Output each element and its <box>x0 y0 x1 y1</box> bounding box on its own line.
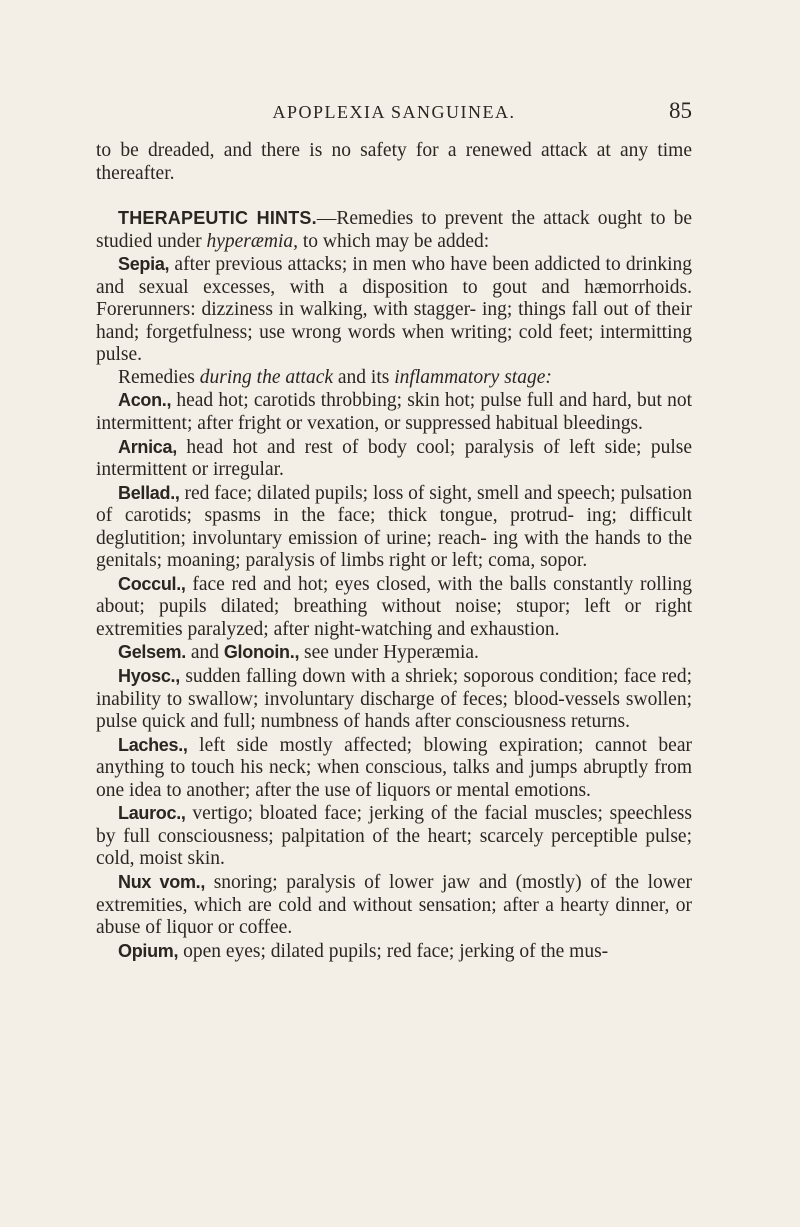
remedy-description: vertigo; bloated face; jerking of the facial muscles; speechless by full consciousness; palpitation of the heart; scarcely perceptible pulse; cold, moist skin. <box>96 803 692 870</box>
running-head <box>96 96 692 126</box>
remedy-description: face red and hot; eyes closed, with the balls constantly rolling about; pupils dilated; breathing without noise; stupor; left or right extremities paralyzed; after night-watching and exhaustion. <box>96 573 692 640</box>
remedy-name: Nux vom., <box>118 871 206 892</box>
paragraph-text: Remedies <box>118 366 200 388</box>
remedy-entry-arnica <box>96 436 692 482</box>
remedy-name: Gelsem. <box>118 642 186 663</box>
paragraph-continuation: to be dreaded, and there is no safety for a renewed attack at any time thereafter. <box>96 140 692 184</box>
section-heading: THERAPEUTIC HINTS. <box>118 208 317 229</box>
remedy-description: head hot and rest of body cool; paralysis of left side; pulse intermittent or irregular. <box>96 436 692 481</box>
remedy-name: Hyosc., <box>118 666 180 687</box>
paragraph-text: to which may be added: <box>298 230 490 252</box>
remedy-name: Sepia, <box>118 254 170 275</box>
emphasis-text: hyperæmia, <box>206 230 299 252</box>
remedy-description: left side mostly affected; blowing expiration; cannot bear anything to touch his neck; when conscious, talks and jumps abruptly from one idea to another; after the use of liquors or mental emotions. <box>96 734 692 801</box>
paragraph-therapeutic-hints <box>96 207 692 253</box>
paragraph-remedies-during-attack <box>96 367 692 390</box>
body-text <box>96 140 692 963</box>
remedy-name: Acon., <box>118 390 172 411</box>
remedy-entry-acon <box>96 389 692 435</box>
emphasis-text: during the attack <box>199 366 334 388</box>
remedy-description: red face; dilated pupils; loss of sight, smell and speech; pulsation of carotids; spasms in the face; thick tongue, protrud- ing; difficult deglutition; involuntary emission of urine; reach- ing with the hands to the genitals; moaning; paralysis of limbs right or left; coma, sopor. <box>96 482 692 572</box>
remedy-name: Opium, <box>118 940 179 961</box>
paragraph-text: —Remedies to prevent the attack ought to be studied under <box>96 208 692 252</box>
remedy-description: after previous attacks; in men who have been addicted to drinking and sexual excesses, with a disposition to gout and hæmorrhoids. Forerunners: dizziness in walking, with stagger- ing; things fall out of their hand; forgetfulness; use wrong words when writing; cold feet; intermitting pulse. <box>96 254 692 366</box>
paragraph-text: and <box>185 642 224 664</box>
remedy-entry-opium <box>96 940 692 964</box>
paragraph-text: and its <box>333 366 395 388</box>
remedy-name: Laches., <box>118 734 188 755</box>
remedy-description: open eyes; dilated pupils; red face; jerking of the mus- <box>178 940 609 962</box>
remedy-entry-gelsem-glonoin <box>96 641 692 665</box>
running-title: APOPLEXIA SANGUINEA. <box>272 102 516 122</box>
remedy-description: sudden falling down with a shriek; soporous condition; face red; inability to swallow; involuntary discharge of feces; blood-vessels swollen; pulse quick and full; numbness of hands after consciousness returns. <box>96 666 692 733</box>
remedy-description: head hot; carotids throbbing; skin hot; pulse full and hard, but not intermittent; after fright or vexation, or suppressed habitual bleedings. <box>96 390 692 435</box>
remedy-name: Bellad., <box>118 482 180 503</box>
remedy-description: see under Hyperæmia. <box>299 642 479 664</box>
remedy-name: Glonoin., <box>223 642 300 663</box>
remedy-entry-hyosc <box>96 665 692 734</box>
page-number: 85 <box>669 98 692 123</box>
remedy-entry-lauroc <box>96 802 692 871</box>
remedy-entry-nux-vom <box>96 871 692 940</box>
remedy-entry-laches <box>96 734 692 803</box>
remedy-name: Lauroc., <box>118 803 186 824</box>
remedy-entry-coccul <box>96 573 692 642</box>
remedy-description: snoring; paralysis of lower jaw and (mostly) of the lower extremities, which are cold and without sensation; after a hearty dinner, or abuse of liquor or coffee. <box>96 871 693 939</box>
remedy-name: Arnica, <box>118 436 177 457</box>
remedy-entry-bellad <box>96 482 692 573</box>
emphasis-text: inflammatory stage: <box>394 366 552 388</box>
remedy-name: Coccul., <box>118 573 186 594</box>
remedy-entry-sepia <box>96 253 692 367</box>
